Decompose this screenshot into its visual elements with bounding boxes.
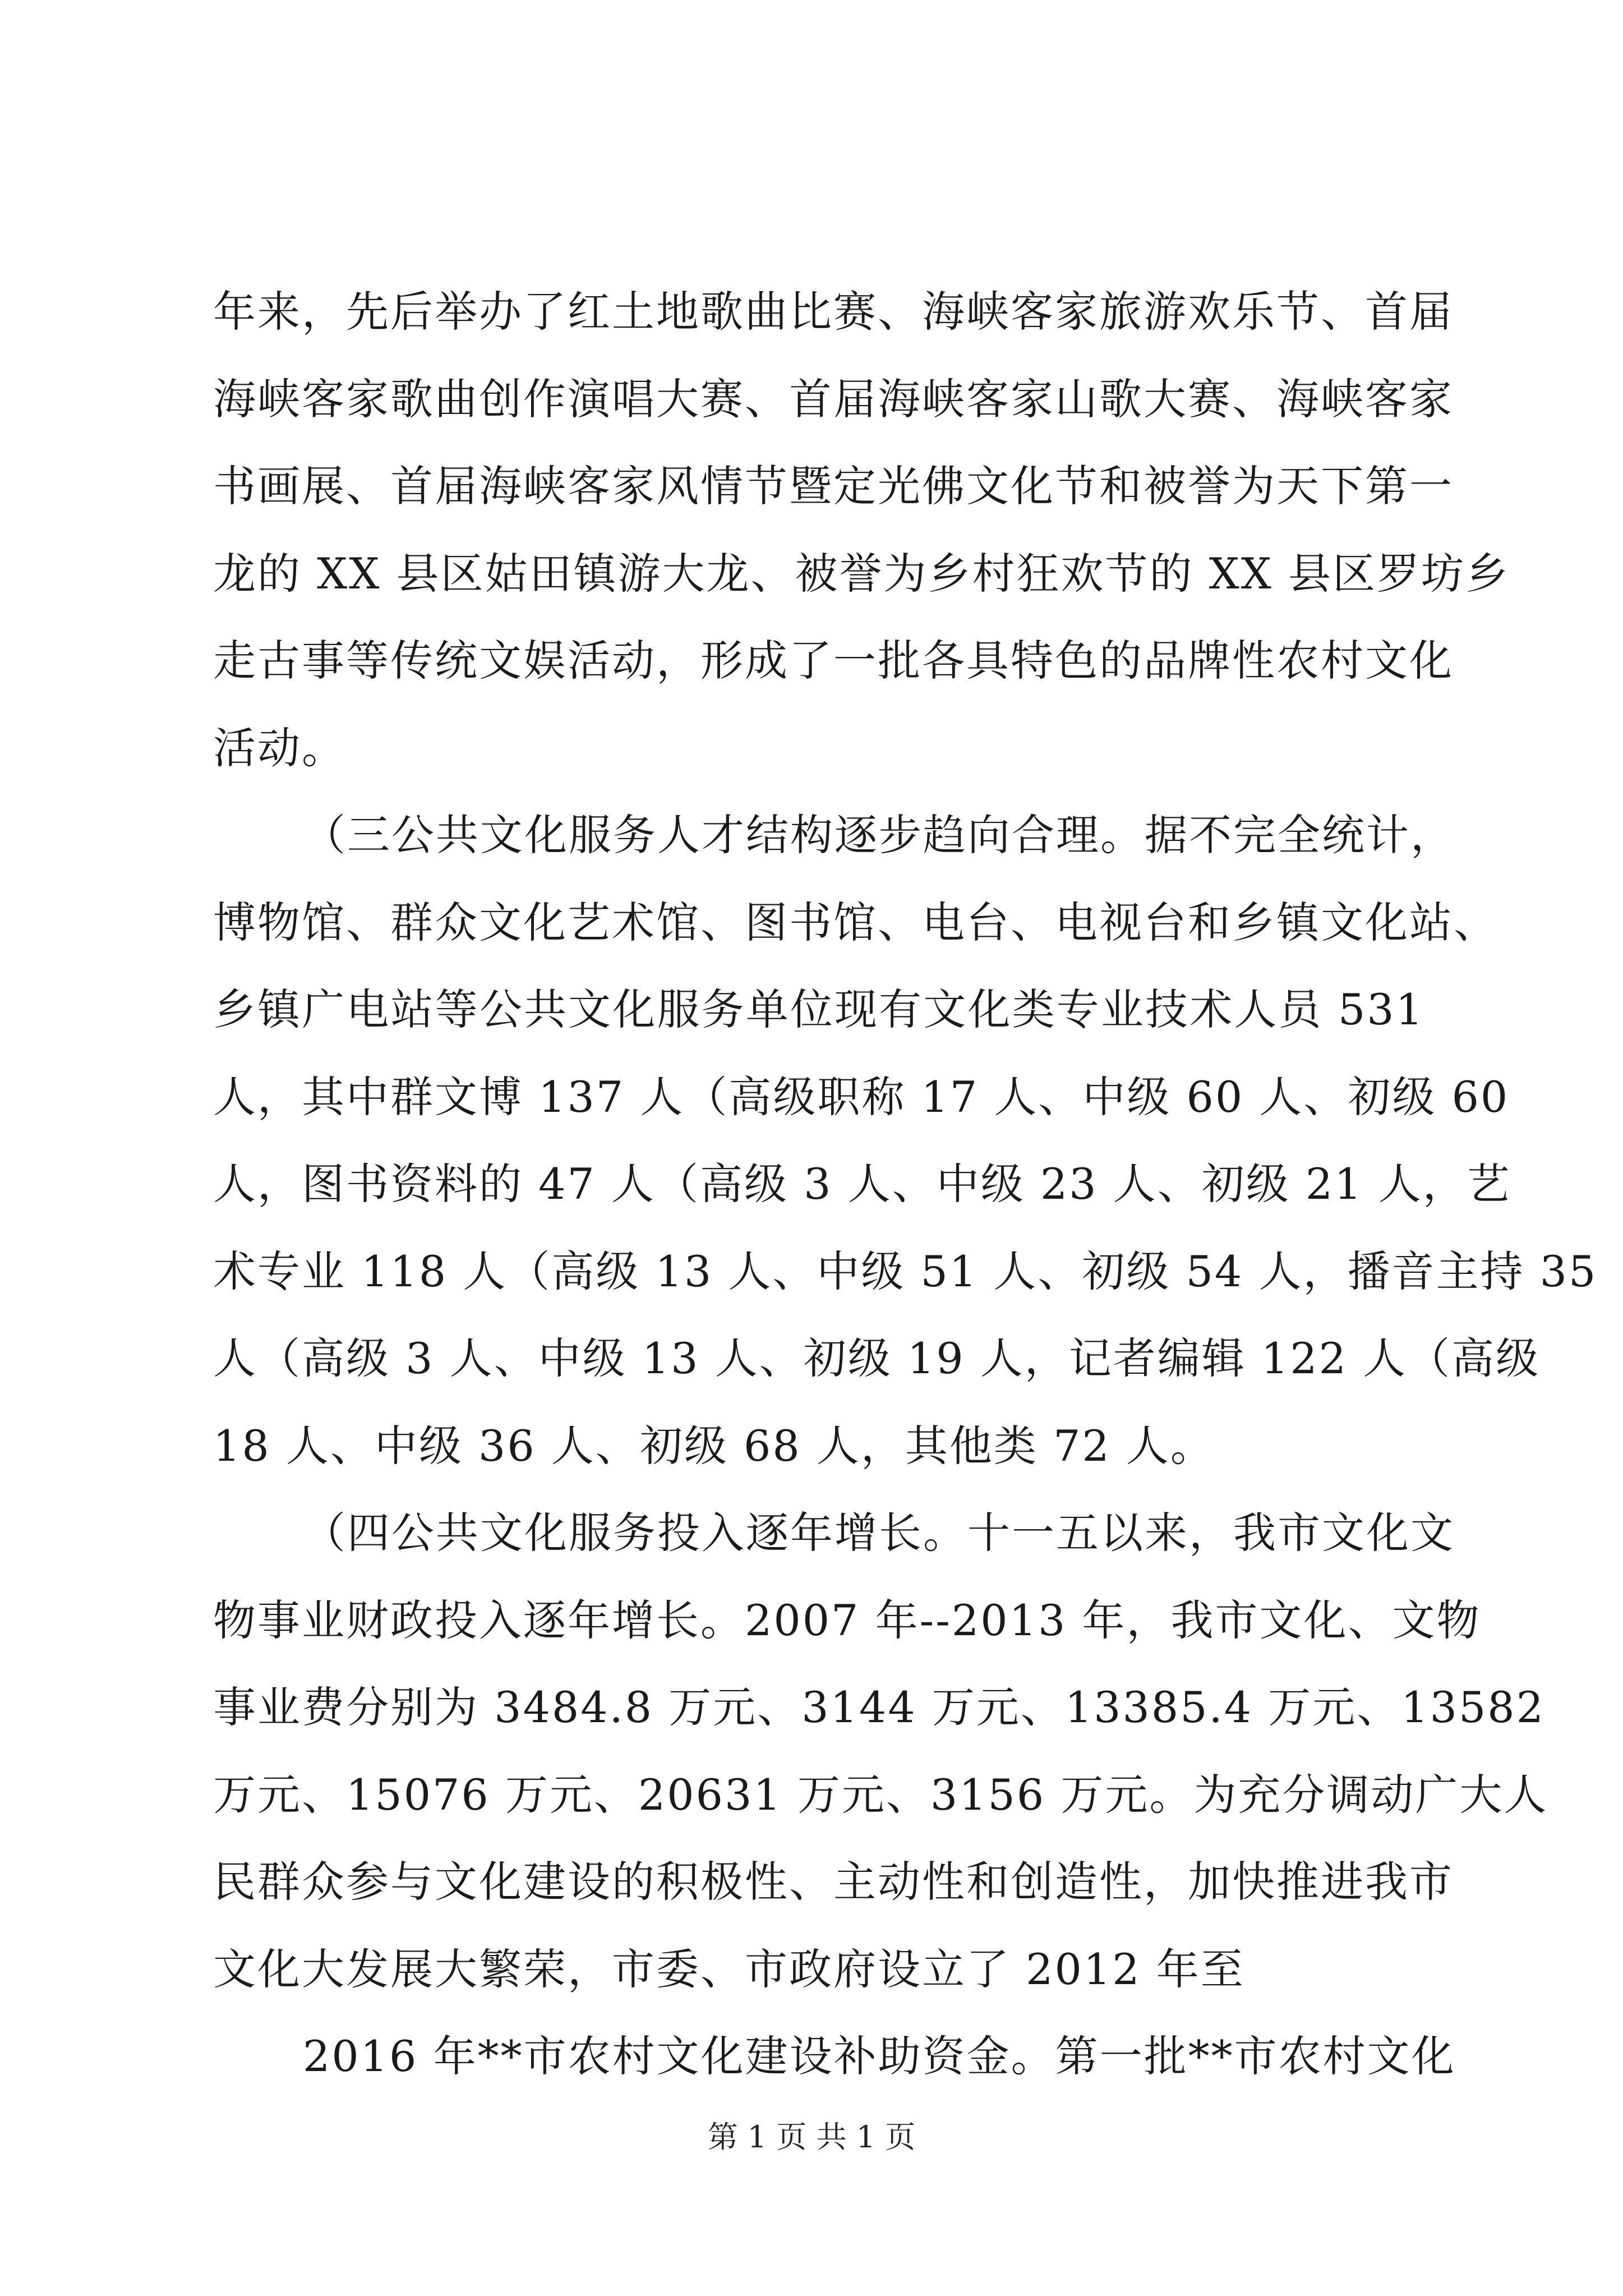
text-line: 乡镇广电站等公共文化服务单位现有文化类专业技术人员 531 xyxy=(213,984,1424,1034)
text-line: 万元、15076 万元、20631 万元、3156 万元。为充分调动广大人 xyxy=(213,1769,1548,1820)
text-line: 书画展、首届海峡客家风情节暨定光佛文化节和被誉为天下第一 xyxy=(213,461,1454,511)
text-line: 人（高级 3 人、中级 13 人、初级 19 人，记者编辑 122 人（高级 xyxy=(213,1333,1541,1383)
text-line: 文化大发展大繁荣，市委、市政府设立了 2012 年至 xyxy=(213,1944,1245,1994)
paragraph-start-line: （四公共文化服务投入逐年增长。十一五以来，我市文化文 xyxy=(303,1508,1455,1558)
text-line: 人，图书资料的 47 人（高级 3 人、中级 23 人、初级 21 人，艺 xyxy=(213,1159,1511,1209)
text-line: 民群众参与文化建设的积极性、主动性和创造性，加快推进我市 xyxy=(213,1857,1454,1907)
text-line: 人，其中群文博 137 人（高级职称 17 人、中级 60 人、初级 60 xyxy=(213,1071,1510,1122)
paragraph-start-line: （三公共文化服务人才结构逐步趋向合理。据不完全统计， xyxy=(303,810,1455,860)
text-line: 物事业财政投入逐年增长。2007 年--2013 年，我市文化、文物 xyxy=(213,1595,1481,1645)
text-line: 龙的 XX 县区姑田镇游大龙、被誉为乡村狂欢节的 XX 县区罗坊乡 xyxy=(213,548,1510,599)
text-line: 术专业 118 人（高级 13 人、中级 51 人、初级 54 人，播音主持 35 xyxy=(213,1246,1598,1296)
document-body xyxy=(213,268,1598,2100)
text-line: 海峡客家歌曲创作演唱大赛、首届海峡客家山歌大赛、海峡客家 xyxy=(213,374,1454,424)
text-line: 活动。 xyxy=(213,723,346,773)
text-line: 博物馆、群众文化艺术馆、图书馆、电台、电视台和乡镇文化站、 xyxy=(213,897,1498,947)
text-line: 18 人、中级 36 人、初级 68 人，其他类 72 人。 xyxy=(213,1420,1215,1471)
text-line: 事业费分别为 3484.8 万元、3144 万元、13385.4 万元、13582 xyxy=(213,1682,1546,1732)
page-footer xyxy=(0,2118,1623,2157)
page-number-label: 第 1 页 共 1 页 xyxy=(707,2119,916,2155)
text-line: 走古事等传统文娱活动，形成了一批各具特色的品牌性农村文化 xyxy=(213,636,1454,685)
paragraph-start-line: 2016 年**市农村文化建设补助资金。第一批**市农村文化 xyxy=(303,2031,1456,2081)
text-line: 年来，先后举办了红土地歌曲比赛、海峡客家旅游欢乐节、首届 xyxy=(213,287,1454,337)
